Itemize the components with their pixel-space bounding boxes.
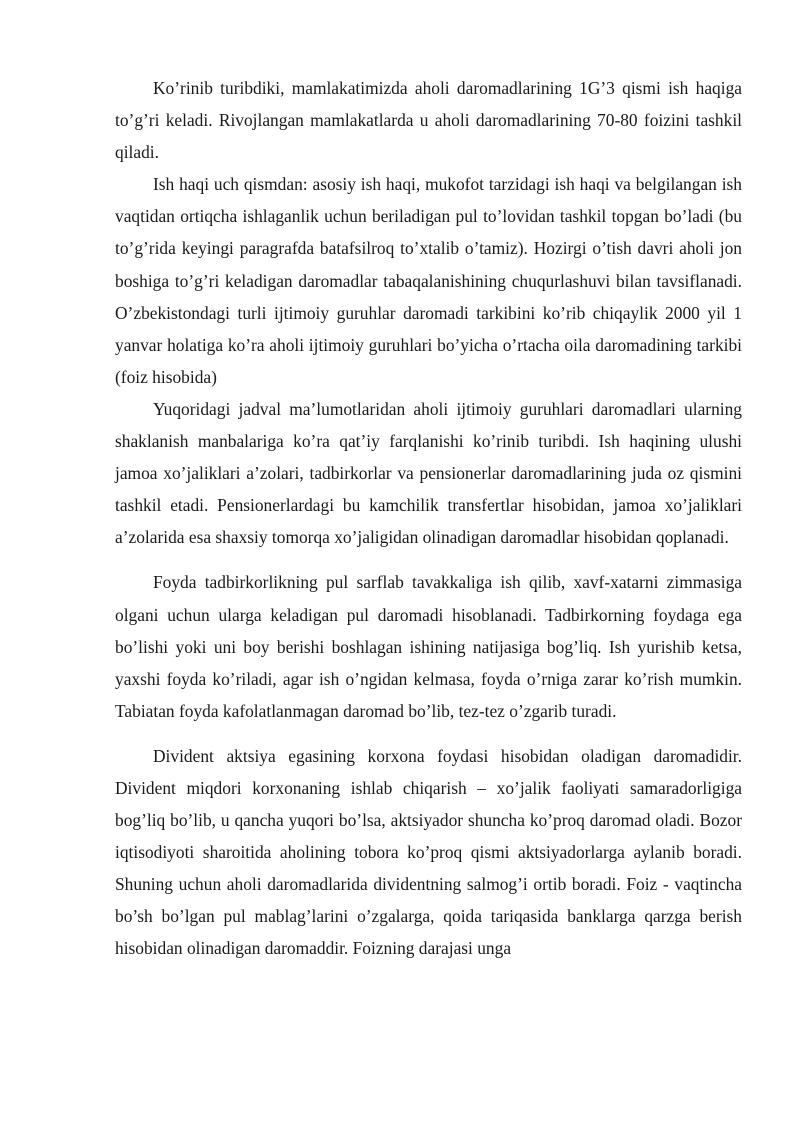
- paragraph-wage-structure: Ish haqi uch qismdan: asosiy ish haqi, mukofot tarzidagi ish haqi va belgilangan ish vaqtidan ortiqcha ishlaganlik uchun beriladigan pul to’lovidan tashkil topgan bo’ladi (bu to’g’rida keyingi paragrafda batafsilroq to’xtalib o’tamiz). Hozirgi o’tish davri aholi jon boshiga to’g’ri keladigan daromadlar tabaqalanishining chuqurlashuvi bilan tavsiflanadi. O’zbekistondagi turli ijtimoiy guruhlar daromadi tarkibini ko’rib chiqaylik 2000 yil 1 yanvar holatiga ko’ra aholi ijtimoiy guruhlari bo’yicha o’rtacha oila daromadining tarkibi (foiz hisobida): [115, 174, 742, 387]
- paragraph-profit: Foyda tadbirkorlikning pul sarflab tavakkaliga ish qilib, xavf-xatarni zimmasiga olgani uchun ularga keladigan pul daromadi hisoblanadi. Tadbirkorning foydaga ega bo’lishi yoki uni boy berishi boshlagan ishining natijasiga bog’liq. Ish yurishib ketsa, yaxshi foyda ko’riladi, agar ish o’ngidan kelmasa, foyda o’rniga zarar ko’rish mumkin. Tabiatan foyda kafolatlanmagan daromad bo’lib, tez-tez o’zgarib turadi.: [115, 572, 742, 721]
- paragraph-wage-share: Ko’rinib turibdiki, mamlakatimizda aholi daromadlarining 1G’3 qismi ish haqiga to’g’ri keladi. Rivojlangan mamlakatlarda u aholi daromadlarining 70-80 foizini tashkil qiladi.: [115, 78, 742, 163]
- document-page: [115, 72, 742, 965]
- paragraph-table-analysis: Yuqoridagi jadval ma’lumotlaridan aholi ijtimoiy guruhlari daromadlari ularning shaklanish manbalariga ko’ra qat’iy farqlanishi ko’rinib turibdi. Ish haqining ulushi jamoa xo’jaliklari a’zolari, tadbirkorlar va pensionerlar daromadlarining juda oz qismini tashkil etadi. Pensionerlardagi bu kamchilik transfertlar hisobidan, jamoa xo’jaliklari a’zolarida esa shaxsiy tomorqa xo’jaligidan olinadigan daromadlar hisobidan qoplanadi.: [115, 398, 742, 548]
- paragraph-dividend: Divident aktsiya egasining korxona foydasi hisobidan oladigan daromadidir. Divident miqdori korxonaning ishlab chiqarish – xo’jalik faoliyati samaradorligiga bog’liq bo’lib, u qancha yuqori bo’lsa, aktsiyador shuncha ko’proq daromad oladi. Bozor iqtisodiyoti sharoitida aholining tobora ko’proq qismi aktsiyadorlarga aylanib boradi. Shuning uchun aholi daromadlarida dividentning salmog’i ortib boradi. Foiz - vaqtincha bo’sh bo’lgan pul mablag’larini o’zgalarga, qoida tariqasida banklarga qarzga berish hisobidan olinadigan daromaddir. Foizning darajasi unga: [115, 745, 742, 959]
